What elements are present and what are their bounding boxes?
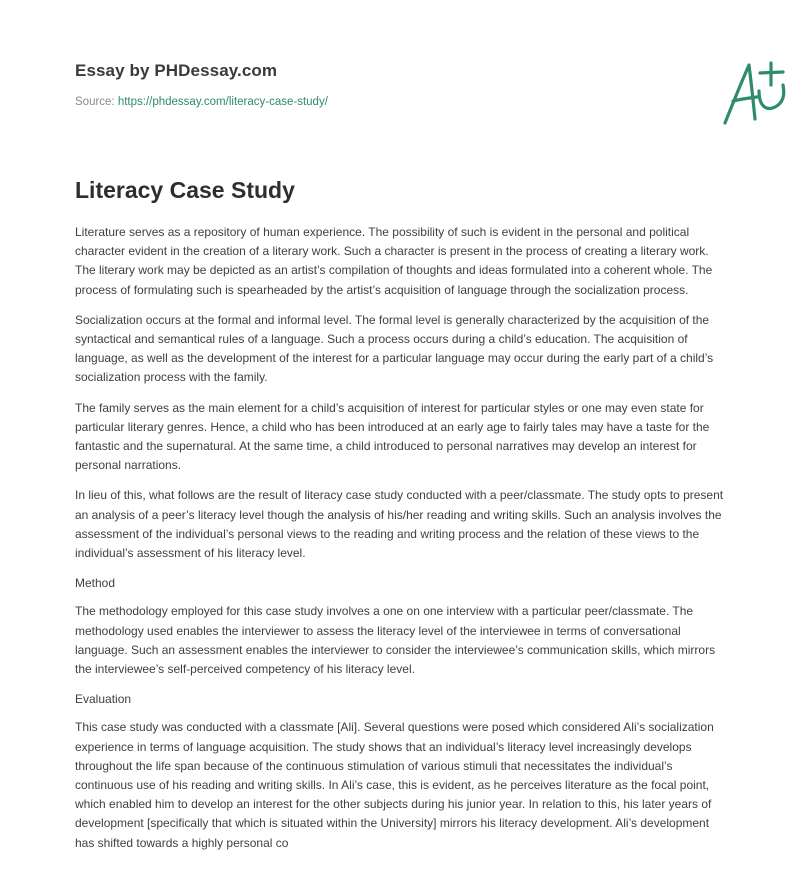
paragraph: Socialization occurs at the formal and informal level. The formal level is generally characterized by the acquisition of the syntactical and semantical rules of a language. Such a process occurs during a child’s education. The acquisition of language, as well as the development of the interest for a particular language may occur during the early part of a child’s socialization process with the family. [75,312,714,385]
source-line [75,96,328,108]
section-heading-evaluation: Evaluation [75,692,132,707]
a-plus-logo-icon [715,55,797,131]
paragraph: Literature serves as a repository of human experience. The possibility of such is evident in the personal and political character evident in the creation of a literary work. Such a character is present in the process of creating a literary work. The literary work may be depicted as an artist’s compilation of thoughts and ideas formulated into a coherent whole. The process of formulating such is spearheaded by the artist’s acquisition of language through the socialization process. [75,225,713,297]
article-title: Literacy Case Study [75,177,295,203]
paragraph: This case study was conducted with a classmate [Ali]. Several questions were posed which considered Ali’s socialization experience in terms of language acquisition. The study shows that an individual’s literacy level increasingly develops throughout the life span because of the continuous stimulation of various stimuli that necessitates the individual’s continuous use of his reading and writing skills. In Ali’s case, this is evident, as he perceives literature as the focal point, which enabled him to develop an interest for the other subjects during his junior year. In relation to this, his later years of development [specifically that which is situated within the University] mirrors his literacy development. Ali’s development has shifted towards a highly personal co [75,720,714,850]
site-brand: Essay by PHDessay.com [75,61,278,80]
paragraph: In lieu of this, what follows are the result of literacy case study conducted with a peer/classmate. The study opts to present an analysis of a peer’s literacy level though the analysis of his/her reading and writing skills. Such an analysis involves the assessment of the individual’s personal views to the reading and writing process and the relation of these views to the individual’s assessment of his literacy level. [75,488,724,561]
article-body [75,223,725,864]
source-label: Source: [75,96,118,108]
source-link[interactable]: https://phdessay.com/literacy-case-study/ [117,96,328,108]
paragraph: The methodology employed for this case study involves a one on one interview with a particular peer/classmate. The methodology used enables the interviewer to assess the literacy level of the interviewee in terms of conversational language. Such an assessment enables the interviewer to consider the interviewee’s communication skills, which mirrors the interviewee’s self-perceived competency of his literacy level. [75,604,716,677]
section-heading-method: Method [75,576,116,591]
paragraph: The family serves as the main element for a child’s acquisition of interest for particular styles or one may even state for particular literary genres. Hence, a child who has been introduced at an early age to fairly tales may have a taste for the fantastic and the supernatural. At the same time, a child introduced to personal narratives may develop an interest for personal narrations. [75,400,710,473]
